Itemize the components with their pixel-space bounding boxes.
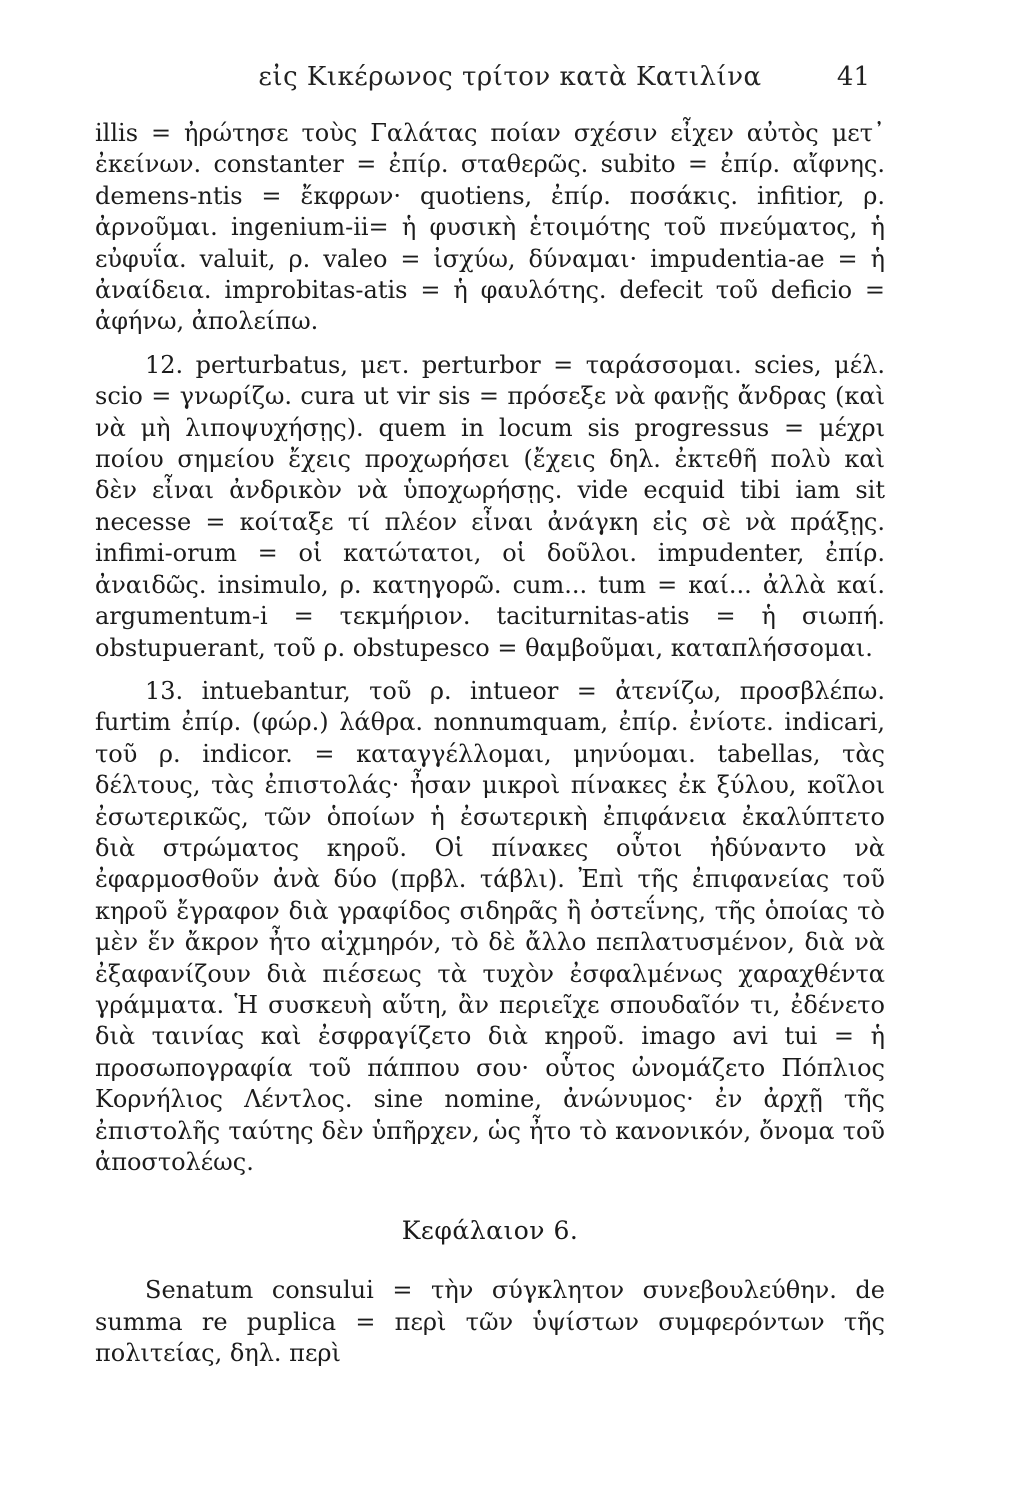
- commentary-text: [95, 118, 885, 1370]
- running-title: εἰς Κικέρωνος τρίτον κατὰ Κατιλίνα: [258, 62, 762, 92]
- paragraph-section-13: 13. intuebantur, τοῦ ρ. intueor = ἀτενίζω, προσβλέπω. furtim ἐπίρ. (φώρ.) λάθρα. nonnumquam, ἐπίρ. ἐνίοτε. indicari, τοῦ ρ. indicor. = καταγγέλλομαι, μηνύομαι. tabellas, τὰς δέλτους, τὰς ἐπιστολάς· ἦσαν μικροὶ πίνακες ἐκ ξύλου, κοῖλοι ἐσωτερικῶς, τῶν ὁποίων ἡ ἐσωτερικὴ ἐπιφάνεια ἐκαλύπτετο διὰ στρώματος κηροῦ. Οἱ πίνακες οὗτοι ἠδύναντο νὰ ἐφαρμοσθοῦν ἀνὰ δύο (πρβλ. τάβλι). Ἐπὶ τῆς ἐπιφανείας τοῦ κηροῦ ἔγραφον διὰ γραφίδος σιδηρᾶς ἢ ὀστεΐνης, τῆς ὁποίας τὸ μὲν ἕν ἄκρον ἦτο αἰχμηρόν, τὸ δὲ ἄλλο πεπλατυσμένον, διὰ νὰ ἐξαφανίζουν διὰ πιέσεως τὰ τυχὸν ἐσφαλμένως χαραχθέντα γράμματα. Ἡ συσκευὴ αὕτη, ἂν περιεῖχε σπουδαῖόν τι, ἐδένετο διὰ ταινίας καὶ ἐσφραγίζετο διὰ κηροῦ. imago avi tui = ἡ προσωπογραφία τοῦ πάππου σου· οὗτος ὠνομάζετο Πόπλιος Κορνήλιος Λέντλος. sine nomine, ἀνώνυμος· ἐν ἀρχῇ τῆς ἐπιστολῆς ταύτης δὲν ὑπῆρχεν, ὡς ἦτο τὸ κανονικόν, ὄνομα τοῦ ἀποστολέως.: [95, 676, 885, 1176]
- paragraph-section-12: 12. perturbatus, μετ. perturbor = ταράσσομαι. scies, μέλ. scio = γνωρίζω. cura ut vir sis = πρόσεξε νὰ φανῇς ἄνδρας (καὶ νὰ μὴ λιποψυχήσῃς). quem in locum sis progressus = μέχρι ποίου σημείου ἔχεις προχωρήσει (ἔχεις δηλ. ἐκτεθῆ πολὺ καὶ δὲν εἶναι ἀνδρικὸν νὰ ὑποχωρήσῃς. vide ecquid tibi iam sit necesse = κοίταξε τί πλέον εἶναι ἀνάγκη εἰς σὲ νὰ πράξῃς. infimi-orum = οἱ κατώτατοι, οἱ δοῦλοι. impudenter, ἐπίρ. ἀναιδῶς. insimulo, ρ. κατηγορῶ. cum... tum = καί... ἀλλὰ καί. argumentum-i = τεκμήριον. taciturnitas-atis = ἡ σιωπή. obstupuerant, τοῦ ρ. obstupesco = θαμβοῦμαι, καταπλήσσομαι.: [95, 350, 885, 662]
- paragraph-section-11: illis = ἠρώτησε τοὺς Γαλάτας ποίαν σχέσιν εἶχεν αὐτὸς μετ᾽ ἐκείνων. constanter = ἐπίρ. σταθερῶς. subito = ἐπίρ. αἴφνης. demens-ntis = ἔκφρων· quotiens, ἐπίρ. ποσάκις. infitior, ρ. ἀρνοῦμαι. ingenium-ii= ἡ φυσικὴ ἑτοιμότης τοῦ πνεύματος, ἡ εὐφυΐα. valuit, ρ. valeo = ἰσχύω, δύναμαι· impudentia-ae = ἡ ἀναίδεια. improbitas-atis = ἡ φαυλότης. defecit τοῦ deficio = ἀφήνω, ἀπολείπω.: [95, 119, 885, 336]
- running-header: [140, 62, 880, 106]
- page-number: 41: [836, 62, 870, 92]
- paragraph-chapter-6: Senatum consului = τὴν σύγκλητον συνεβουλεύθην. de summa re puplica = περὶ τῶν ὑψίστων συμφερόντων τῆς πολιτείας, δηλ. περὶ: [95, 1276, 885, 1368]
- chapter-heading: Κεφάλαιον 6.: [401, 1216, 579, 1246]
